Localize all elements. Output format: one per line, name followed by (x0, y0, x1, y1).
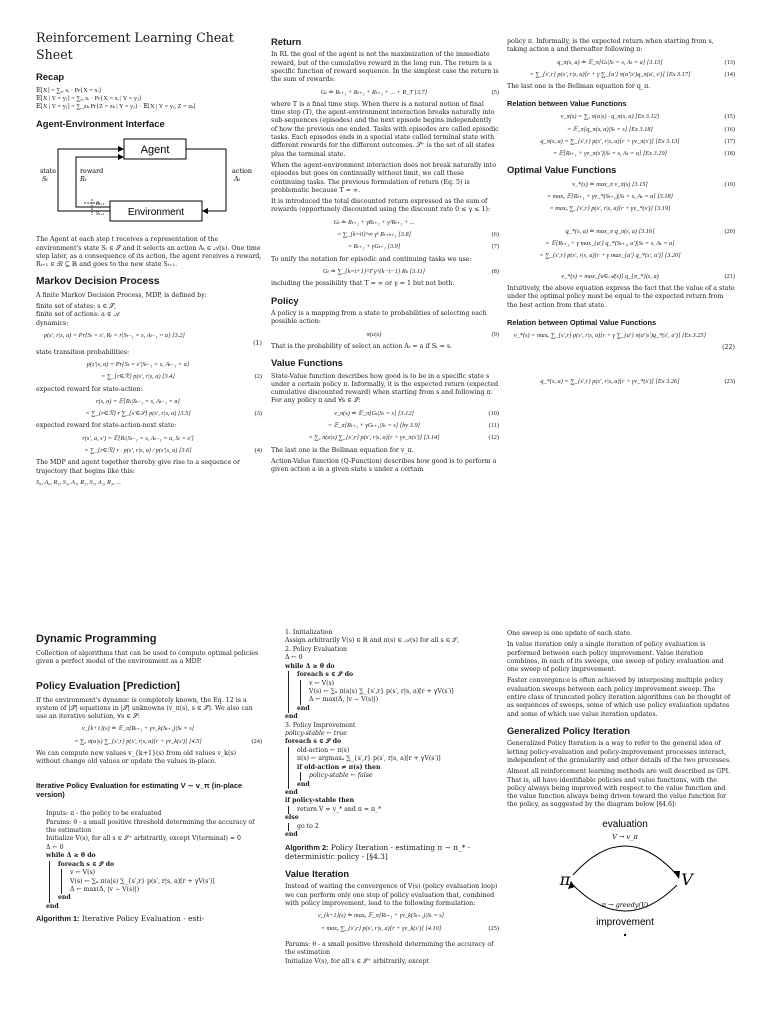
recap-line: 𝔼[X | Y = yⱼ] = ∑ₓᵢ xᵢ · Pr{X = xᵢ | Y = yⱼ} (36, 94, 142, 102)
equation-number: (22) (722, 343, 735, 351)
action-label: action (232, 166, 252, 175)
algo-line: Initialize V(s), for all s ∈ 𝒮⁺ arbitrarily, except V(terminal) = 0 (46, 835, 241, 843)
algo-line: policy-stable ← true (285, 730, 347, 738)
dp-heading: Dynamic Programming (36, 633, 157, 645)
algorithm-3 (285, 941, 499, 966)
algo-line: π(s) ← argmaxₐ ∑_{s′,r} p(s′, r|s, a)[r + γV(s′)] (297, 755, 441, 763)
algo-line: else (285, 814, 299, 822)
paragraph: Intuitively, the above equation express the fact that the value of a state under the optimal policy must be equal to the expected return from the best action from that state. (507, 284, 735, 309)
trajectory: S₀, A₀, R₁, S₁, A₁, R₂, S₂, A₂, R₃, ... (36, 478, 121, 486)
gpi-diagram (507, 813, 735, 943)
algo-line: end (285, 831, 298, 839)
paragraph: Almost all reinforcement learning methods are well described as GPI. That is, all have identifiable policies and value functions, with the policy always being improved with respect to the value function and the value function always being driven toward the value function for the policy, as suggested by the diagram below [§4.6]: (507, 768, 731, 809)
paragraph: It is introduced the total discounted return expressed as the sum of rewards (opportunely discounted using the discount rate 0 ≤ γ ≤ 1): (271, 198, 491, 214)
algo-line: end (297, 704, 310, 712)
paragraph: including the possibility that T = ∞ or γ = 1 but not both. (271, 280, 455, 288)
paragraph: Generalized Policy Iteration is a way to refer to the general idea of letting policy-evaluation and policy-improvement processes interact, independent of the granularity and other details of the two processes. (507, 740, 732, 764)
algo-line: if old-action ≠ π(s) then (297, 763, 381, 771)
return-heading: Return (271, 36, 302, 47)
equation-2b: = ∑_{r∈ℛ} p(s′, r|s, a) [3.4] (2) (101, 373, 262, 381)
paragraph: where T is a final time step. When there is a natural notion of final time step (T), the agent-environment interaction breaks naturally into sub-sequences (episodes) and the next episode begins independently of how the previous one ended. Tasks with episodes are called episodic tasks. Each episodes ends in a special state called terminal state with different rewards for the different outcomes. 𝒮⁺ is the set of all states plus the terminal state. (271, 100, 499, 158)
pi-symbol: π (559, 869, 571, 889)
paragraph: To unify the notation for episodic and continuing tasks we use: (271, 255, 472, 263)
column-dynamic-programming (36, 626, 262, 1024)
algorithm-caption: Algorithm 1: Iterative Policy Evaluation - esti- (36, 914, 205, 924)
state-symbol: Sₜ (42, 174, 48, 183)
paragraph: In RL the goal of the agent is not the maximization of the immediate reward, but of the cumulative reward in the long run. The return is a specific function of reward sequence. In the simplest case the return is the sum of rewards: (271, 51, 499, 84)
algo-line: end (285, 789, 298, 797)
agent-environment-diagram (36, 133, 262, 233)
paragraph: If the environment's dynamic is completely known, the Eq. 12 is a system of |𝒮| equations in |𝒮| unknowns (v_π(s), s ∈ 𝒮). We also can use an iterative solution, ∀s ∈ 𝒮: (36, 696, 253, 721)
agent-env-description: The Agent at each step t receives a representation of the environment's state Sₜ ∈ 𝒮 and it selects an action Aₜ ∈ 𝒜(s). One time step later, as a consequence of its action, the agent receives a reward, Rₜ₊₁ ∈ ℛ ⊆ ℝ and goes to the new state Sₜ₊₁. (36, 236, 262, 269)
environment-label: Environment (127, 206, 185, 218)
optimal-heading: Optimal Value Functions (507, 164, 617, 176)
agent-env-heading: Agent-Environment Interface (36, 117, 165, 129)
paragraph: Faster convergence is often achieved by interposing multiple policy evaluation sweeps between each policy improvement sweep. The entire class of truncated policy iteration algorithms can be thought of as sequences of sweeps, some of which use policy evaluation updates and some of which use value iteration updates. (507, 677, 731, 718)
algo-line: Inputs: π - the policy to be evaluated (46, 810, 162, 818)
paragraph: The last one is the Bellman equation for v_π. (271, 446, 414, 454)
algo-line: Δ ← max(Δ, |v − V(s)|) (309, 696, 379, 704)
algo-line: V(s) ← ∑ₐ π(a|s) ∑_{s′,r} p(s′, r|s, a)[r + γV(s′)] (309, 687, 454, 695)
paragraph: policy π. Informally, is the expected return when starting from s, taking action a and thereafter following π: (507, 38, 714, 54)
algo-line: Δ ← 0 (46, 843, 64, 851)
value-iteration-heading: Value Iteration (285, 868, 350, 880)
recap-heading: Recap (36, 71, 65, 83)
equation-10: v_π(s) ≐ 𝔼_π[Gₜ|Sₜ = s] [3.12] (10) (334, 409, 499, 417)
equation-6b: = ∑_{k=0}^∞ γᵏ Rₜ₊ₖ₊₁ [3.8] (6) (336, 231, 499, 239)
improvement-label: improvement (596, 916, 654, 928)
algo-line: go to 2 (297, 822, 319, 830)
improvement-rule: π → greedy(V) (601, 900, 649, 909)
paragraph: We can compute new values v_{k+1}(s) from old values v_k(s) without change old values or update the values in-place. (36, 750, 237, 766)
text-label: state transition probabilities: (36, 348, 130, 356)
algo-line: end (46, 902, 59, 910)
text-label: expected reward for state-action: (36, 385, 143, 393)
relation-heading: Relation between Value Functions (507, 99, 627, 109)
paragraph: Action-Value function (Q-Function) describes how good is to perform a given action a in a given state s under a certain (271, 457, 497, 474)
equation-23: q_*(s, a) = ∑_{s′,r} p(s′, r|s, a)[r + γv_*(s′)] [Ex 3.26] (23) (540, 378, 735, 386)
equation-22: v_*(s) = maxₐ ∑_{s′,r} p(s′, r|s, a)[r + γ ∑_{a′} π(a′|s′)q_*(s′, a′)] [Ex 3.25] (513, 331, 707, 339)
equation-19b: = maxₐ 𝔼[Rₜ₊₁ + γv_*(Sₜ₊₁)|Sₜ = s, Aₜ = a] [3.18] (546, 193, 674, 201)
equation-3b: = ∑_{r∈ℛ} r ∑_{s′∈𝒮} p(s′, r|s, a) [3.5] (3) (85, 410, 262, 418)
equation-19c: = maxₐ ∑_{s′,r} p(s′, r|s, a)[r + γv_*(s′)] [3.19] (549, 205, 671, 213)
algo-line: Params: θ - a small positive threshold determining the accuracy of the estimation (46, 818, 255, 835)
column-value-functions (507, 38, 735, 604)
equation-19a: v_*(s) ≐ max_π v_π(s) [3.15] (19) (572, 180, 735, 188)
reward-label: reward (80, 166, 104, 175)
algo-line: Initialize V(s), for all s ∈ 𝒮⁺ arbitrarily, except (285, 957, 430, 965)
mdp-line: dynamics: (36, 319, 69, 327)
page-title: Reinforcement Learning Cheat Sheet (36, 30, 234, 62)
equation-4b: = ∑_{r∈ℛ} r · p(s′, r|s, a) / p(s′|s, a) [3.6] (4) (84, 447, 262, 455)
equation-number: (1) (253, 340, 262, 348)
algo-line: foreach s ∈ 𝒮 do (285, 738, 342, 746)
algo-line: Δ ← max(Δ, |v − V(s)|) (70, 885, 140, 893)
mdp-outro: The MDP and agent together thereby give rise to a sequence or trajectory that begins like this: (36, 459, 240, 475)
column-policy-iteration (285, 626, 499, 1024)
equation-24a: v_{k+1}(s) ≐ 𝔼_π[Rₜ₊₁ + γv_k(Sₜ₊₁)|Sₜ = s] (81, 725, 195, 733)
paragraph: When the agent-environment interaction does not break naturally into episodes but goes on continually without limit, we call these continuing tasks. The previous formulation of return (Eq. 5) is problematic because T = ∞. (271, 161, 496, 194)
v-symbol: V (681, 869, 693, 889)
algo-line: policy-stable ← false (309, 772, 373, 780)
equation-21: v_*(s) = max_{a∈𝒜(s)} q_{π_*}(s, a) (21) (561, 272, 735, 280)
algo-line: v ← V(s) (70, 869, 96, 877)
column-gpi (507, 630, 735, 1024)
recap-line: 𝔼[X] = ∑ₓᵢ xᵢ · Pr{X = xᵢ} (36, 86, 102, 94)
algo-line: 3. Policy Improvement (285, 721, 356, 729)
reward-symbol: Rₜ (80, 174, 87, 183)
mdp-line: finite set of actions: a ∈ 𝒜 (36, 311, 120, 319)
algo-line: end (285, 713, 298, 721)
equation-17: q_π(s, a) = ∑_{s′,r} p(s′, r|s, a)[r + γv_π(s′)] [Ex 3.13] (17) (540, 137, 735, 145)
policy-evaluation-heading: Policy Evaluation [Prediction] (36, 681, 180, 693)
equation-6a: Gₜ ≐ Rₜ₊₁ + γRₜ₊₂ + γ²Rₜ₊₃ + ... (333, 218, 415, 226)
algo-line: Params: θ - a small positive threshold determining the accuracy of the estimation (285, 940, 494, 957)
mdp-line: finite set of states: s ∈ 𝒮, (36, 303, 117, 311)
column-mdp (36, 30, 262, 604)
paragraph: That is the probability of select an action Aₜ = a if Sₜ = s. (271, 342, 453, 350)
equation-14: = ∑_{s′,r} p(s′, r|s, a)[r + γ ∑_{a′} π(a′|s′)q_π(a′, s′)] [Ex 3.17] (14) (529, 70, 735, 78)
equation-25a: v_{k+1}(s) ≐ maxₐ 𝔼_π[Rₜ₊₁ + γv_k(Sₜ₊₁)|Sₜ = s] (317, 912, 445, 920)
equation-9: π(a|s) (9) (366, 330, 499, 338)
equation-15: v_π(s) = ∑ₐ π(a|s) · q_π(s, a) [Ex 3.12] (15) (560, 113, 735, 121)
evaluation-rule: V → v_π (612, 832, 638, 841)
agent-label: Agent (140, 143, 170, 156)
gpi-heading: Generalized Policy Iteration (507, 724, 630, 736)
mdp-heading: Markov Decision Process (36, 276, 160, 288)
algorithm-1 (46, 810, 262, 911)
equation-7: = Rₜ₊₁ + γGₜ₊₁ [3.9] (7) (347, 243, 499, 251)
paragraph: A policy is a mapping from a state to probabilities of selecting each possible action: (271, 309, 487, 326)
equation-25b: = maxₐ ∑_{s′,r} p(s′, r|s, a)[r + γv_k(s′)] [4.10] (25) (320, 924, 499, 932)
equation-2a: p(s′|s, a) = Pr{Sₜ = s′|Sₜ₋₁ = s, Aₜ₋₁ = a} (86, 360, 190, 368)
equation-5: Gₜ ≐ Rₜ₊₁ + Rₜ₊₂ + Rₜ₊₃ + ... + R_T [3.7] (5) (320, 88, 499, 96)
algorithm-caption: Algorithm 2: Policy Iteration - estimating π ∼ π_* - deterministic policy - [§4.3] (285, 842, 471, 862)
algo-line: old-action ← π(s) (297, 746, 350, 754)
algo-line: while Δ ≥ θ do (285, 662, 335, 670)
equation-13: q_π(s, a) ≐ 𝔼_π[Gₜ|Sₜ = s, Aₜ = a] [3.13] (13) (557, 58, 735, 66)
algo-line: foreach s ∈ 𝒮 do (297, 671, 354, 679)
algo-line: end (297, 780, 310, 788)
equation-20c: = ∑_{s′,r} p(s′, r|s, a)[r + γ max_{a′} q_*(s′, a′)] [3.20] (539, 252, 681, 260)
mdp-intro: A finite Markov Decision Process, MDP, is defined by: (36, 291, 207, 299)
algorithm-2 (285, 629, 499, 840)
relation-optimal-heading: Relation between Optimal Value Functions (507, 317, 657, 327)
algo-line: 2. Policy Evaluation (285, 645, 347, 653)
paragraph: The last one is the Bellman equation for q_π. (507, 83, 651, 91)
equation-20a: q_*(s, a) ≐ max_π q_π(s, a) [3.16] (20) (565, 227, 735, 235)
text-label: expected reward for state-action-next state: (36, 422, 177, 430)
algo-line: if policy-stable then (285, 797, 355, 805)
equation-11: = 𝔼_π[Rₜ₊₁ + γGₜ₊₁|Sₜ = s] [by 3.9] (11) (327, 422, 499, 430)
algo-line: foreach s ∈ 𝒮 do (58, 860, 115, 868)
paragraph: In value iteration only a single iteration of policy evaluation is performed between each policy improvement. Value iteration combines, in each of its sweeps, one sweep of policy evaluation and one sweep of policy improvement. (507, 641, 724, 674)
policy-heading: Policy (271, 294, 299, 306)
paragraph: State-Value function describes how good is to be in a specific state s under a certain policy π. Informally, it is the expected return (expected cumulative discounted reward) when starting from s and following π. For any policy π and ∀s ∈ 𝒮: (271, 372, 499, 405)
action-symbol: Aₜ (234, 174, 241, 183)
recap-line: 𝔼[X | Y = yⱼ] = ∑_zₖ Pr{Z = zₖ | Y = yⱼ} · 𝔼[X | Y = yⱼ, Z = zₖ] (36, 103, 196, 111)
equation-8: Gₜ ≐ ∑_{k=t+1}^T γ^{k−t−1} Rₖ [3.11] (8) (322, 267, 499, 275)
state-label: state (40, 166, 57, 175)
equation-20b: = 𝔼[Rₜ₊₁ + γ max_{a′} q_*(Sₜ₊₁, a′)|Sₜ = s, Aₜ = a] (545, 240, 675, 248)
algo-line: 1. Initialization (285, 629, 333, 636)
algo-line: V(s) ← ∑ₐ π(a|s) ∑_{s′,r} p(s′, r|s, a)[r + γV(s′)] (70, 877, 215, 885)
algo-line: Assign arbitrarily V(s) ∈ ℝ and π(s) ∈ 𝒜(s) for all s ∈ 𝒮, (285, 637, 459, 645)
paragraph: Instead of waiting the convergence of V(s) (policy evaluation loop) we can perform only one step of policy evaluation that, combined with policy improvement, lead to the following formulation: (285, 883, 498, 908)
next-state-symbol: Sₜ₊₁ (96, 211, 105, 217)
algo-line: while Δ ≥ θ do (46, 852, 96, 860)
evaluation-label: evaluation (602, 818, 648, 830)
next-reward-symbol: Rₜ₊₁ (96, 201, 105, 207)
paragraph: One sweep is one update of each state. (507, 630, 632, 637)
column-return (271, 36, 499, 604)
value-functions-heading: Value Functions (271, 357, 343, 369)
algo-line: return V ≈ v_* and π ≈ π_* (297, 805, 382, 813)
algo-line: Δ ← 0 (285, 654, 303, 662)
equation-1: p(s′, r|s, a) = Pr{Sₜ = s′, Rₜ = r|Sₜ₋₁ = s, Aₜ₋₁ = a} [3.2] (44, 332, 185, 340)
equation-4a: r(s′, a, s′) = 𝔼[Rₜ|Sₜ₋₁ = s, Aₜ₋₁ = a, Sₜ = s′] (82, 434, 194, 442)
equation-24b: = ∑ₐ π(a|s) ∑_{s′,r} p(s′, r|s, a)[r + γv_k(s′)] [4.5] (24) (74, 737, 262, 745)
algo-line: end (58, 894, 71, 902)
equation-12: = ∑ₐ π(a|s) ∑_{s′,r} p(s′, r|s, a)[r + γv_π(s′)] [3.14] (12) (308, 434, 499, 442)
equation-3a: r(s, a) = 𝔼[Rₜ|Sₜ₋₁ = s, Aₜ₋₁ = a] (96, 397, 180, 405)
paragraph: Collection of algorithms that can be used to compute optimal policies given a perfect model of the environment as a MDP. (36, 649, 259, 665)
equation-18: = 𝔼[Rₜ₊₁ + γv_π(s′)|Sₜ = s, Aₜ = a] [Ex 3.19] (18) (552, 150, 735, 158)
ipe-heading: Iterative Policy Evaluation for estimating V ∼ v_π (in-place version) (36, 780, 243, 800)
algo-line: v ← V(s) (309, 679, 335, 687)
equation-16: = 𝔼_π[q_π(s, a)|Sₜ = s] [Ex 3.18] (16) (566, 125, 735, 133)
